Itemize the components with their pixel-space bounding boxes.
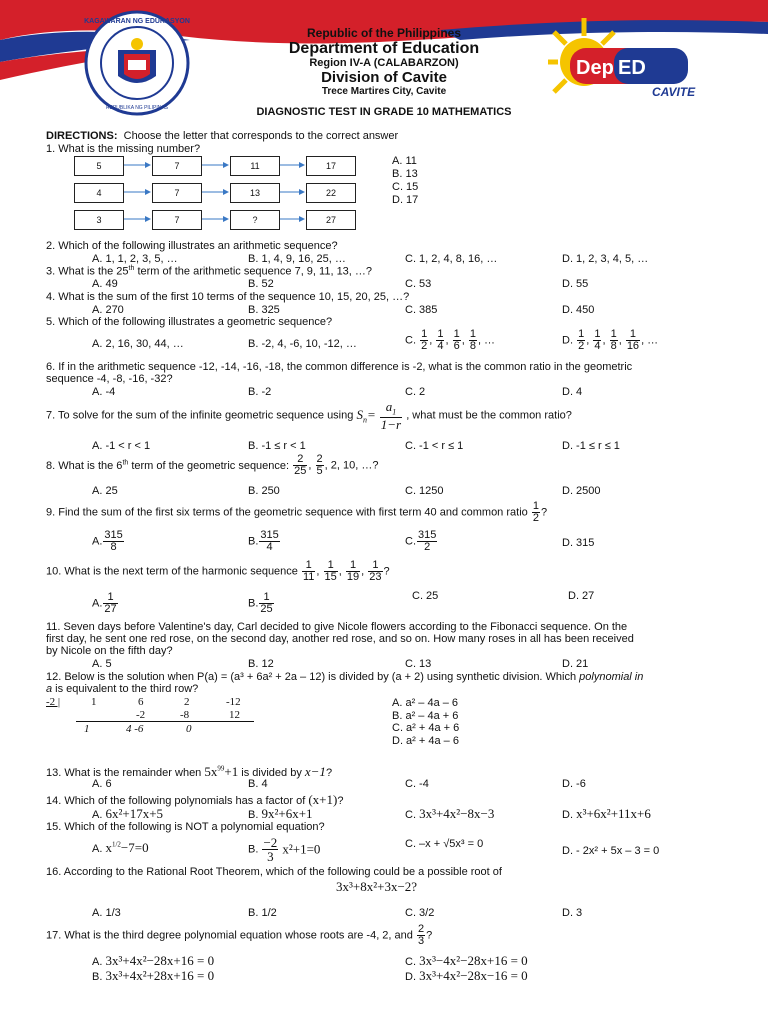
q12-line2: a is equivalent to the third row? xyxy=(46,683,199,695)
q11-choice-a[interactable]: A. 5 xyxy=(92,658,112,670)
q1-number-box: 7 xyxy=(152,156,202,176)
q8-choice-b[interactable]: B. 250 xyxy=(248,485,280,497)
seal-bottom-text: REPUBLIKA NG PILIPINAS xyxy=(106,105,168,111)
q14-choice-c[interactable]: C. 3x³+4x²−8x−3 xyxy=(405,806,495,821)
q2-text: 2. Which of the following illustrates an arithmetic sequence? xyxy=(46,240,338,252)
q7-choice-d[interactable]: D. -1 ≤ r ≤ 1 xyxy=(562,440,620,452)
q5-choice-c[interactable]: C. $\frac{1}{2}$ , $\frac{1}{4}$ , $\frac{1}{6}$ , $\frac{1}{8}$ , … xyxy=(405,328,496,352)
q1-text: 1. What is the missing number? xyxy=(46,143,201,155)
q3-text: 3. What is the 25th term of the arithmetic sequence 7, 9, 11, 13, …? xyxy=(46,265,373,278)
q11-line2: first day, he sent one red rose, on the second day, another red rose, and so on. How many roses in all has been received xyxy=(46,633,634,645)
q7-choice-a[interactable]: A. -1 < r < 1 xyxy=(92,440,151,452)
q4-text: 4. What is the sum of the first 10 terms of the sequence 10, 15, 20, 25, …? xyxy=(46,291,410,303)
q9-text: 9. Find the sum of the first six terms of the geometric sequence with first term 40 and common ratio $\frac{1}{2}$ ? xyxy=(46,500,548,524)
q1-number-box: 3 xyxy=(74,210,124,230)
q5-choice-d[interactable]: D. $\frac{1}{2}$ , $\frac{1}{4}$ , $\frac{1}{8}$ , $\frac{1}{16}$ , … xyxy=(562,328,659,352)
q1-number-box: 4 xyxy=(74,183,124,203)
q1-number-box: ? xyxy=(230,210,280,230)
q4-choice-a[interactable]: A. 270 xyxy=(92,304,124,316)
directions-label: DIRECTIONS: xyxy=(46,130,118,142)
q4-choice-c[interactable]: C. 385 xyxy=(405,304,438,316)
q3-choice-c[interactable]: C. 53 xyxy=(405,278,432,290)
q15-choice-d[interactable]: D. - 2x² + 5x – 3 = 0 xyxy=(562,845,660,857)
q2-choice-c[interactable]: C. 1, 2, 4, 8, 16, … xyxy=(405,253,498,265)
q1-choice-a[interactable]: A. 11 xyxy=(392,155,417,167)
q1-number-box: 5 xyxy=(74,156,124,176)
q17-text: 17. What is the third degree polynomial equation whose roots are -4, 2, and $\frac{2}{3}$ ? xyxy=(46,923,433,947)
q5-choice-a[interactable]: A. 2, 16, 30, 44, … xyxy=(92,338,184,350)
directions xyxy=(46,130,398,142)
q10-choice-a[interactable]: A. $\frac{1}{27}$ xyxy=(92,591,117,615)
q5-choice-b[interactable]: B. -2, 4, -6, 10, -12, … xyxy=(248,338,357,350)
q1-number-box: 11 xyxy=(230,156,280,176)
q15-choice-a[interactable]: A. $x^{1/2}-7=0$ xyxy=(92,840,149,855)
q1-number-box: 7 xyxy=(152,210,202,230)
q1-number-box: 27 xyxy=(306,210,356,230)
q17-choice-c[interactable]: C. 3x³−4x²−28x+16 = 0 xyxy=(405,953,528,968)
q9-choice-a[interactable]: A. $\frac{315}{8}$ xyxy=(92,529,123,553)
q13-text: 13. What is the remainder when $5x^{99}+1$ is divided by x−1? xyxy=(46,764,333,779)
q11-choice-c[interactable]: C. 13 xyxy=(405,658,432,670)
q9-choice-b[interactable]: B. $\frac{315}{4}$ xyxy=(248,529,279,553)
q16-choice-a[interactable]: A. 1/3 xyxy=(92,907,121,919)
q13-choice-c[interactable]: C. -4 xyxy=(405,778,429,790)
q11-line3: by Nicole on the fifth day? xyxy=(46,645,173,657)
q1-choice-c[interactable]: C. 15 xyxy=(392,181,419,193)
q12-choice-d[interactable]: D. a² + 4a – 6 xyxy=(392,735,459,747)
q11-choice-b[interactable]: B. 12 xyxy=(248,658,274,670)
region-text: Region IV-A (CALABARZON) xyxy=(309,57,459,69)
q8-text: 8. What is the 6th term of the geometric sequence: $\frac{2}{25}$ , $\frac{2}{5}$ , 2, 10, …? xyxy=(46,453,379,477)
q14-text: 14. Which of the following polynomials has a factor of (x+1)? xyxy=(46,792,344,807)
q7-text: 7. To solve for the sum of the infinite geometric sequence using $S_n=$ $\frac{a_1}{1-r}$ , what must be the common ratio? xyxy=(46,399,572,432)
q13-choice-a[interactable]: A. 6 xyxy=(92,778,112,790)
q4-choice-d[interactable]: D. 450 xyxy=(562,304,595,316)
q6-choice-c[interactable]: C. 2 xyxy=(405,386,426,398)
q10-choice-d[interactable]: D. 27 xyxy=(568,590,595,602)
q11-choice-d[interactable]: D. 21 xyxy=(562,658,589,670)
q2-choice-a[interactable]: A. 1, 1, 2, 3, 5, … xyxy=(92,253,178,265)
test-title: DIAGNOSTIC TEST IN GRADE 10 MATHEMATICS xyxy=(256,106,512,118)
q17-choice-a[interactable]: A. 3x³+4x²−28x+16 = 0 xyxy=(92,953,215,968)
division-text: Division of Cavite xyxy=(321,69,447,86)
q1-number-box: 22 xyxy=(306,183,356,203)
q7-choice-c[interactable]: C. -1 < r ≤ 1 xyxy=(405,440,464,452)
q10-text: 10. What is the next term of the harmonic sequence $\frac{1}{11}$ , $\frac{1}{15}$ , $\frac{1}{19}$ , $\frac{1}{23}$ ? xyxy=(46,559,390,583)
q1-number-box: 17 xyxy=(306,156,356,176)
q10-choice-b[interactable]: B. $\frac{1}{25}$ xyxy=(248,591,273,615)
q3-choice-d[interactable]: D. 55 xyxy=(562,278,589,290)
q6-text-line1: 6. If in the arithmetic sequence -12, -14, -16, -18, the common difference is -2, what is the common ratio in the geometric xyxy=(46,361,633,373)
department-title: Department of Education xyxy=(288,40,480,57)
logo-sub: CAVITE xyxy=(652,85,696,99)
q12-line1: 12. Below is the solution when P(a) = (a³ + 6a² + 2a – 12) is divided by (a + 2) using synthetic division. Which polynomial in xyxy=(46,671,644,683)
seal-text: KAGAWARAN NG EDUKASYON xyxy=(84,18,190,25)
q7-choice-b[interactable]: B. -1 ≤ r < 1 xyxy=(248,440,306,452)
q14-choice-b[interactable]: B. 9x²+6x+1 xyxy=(248,806,313,821)
q9-choice-d[interactable]: D. 315 xyxy=(562,537,595,549)
q16-choice-c[interactable]: C. 3/2 xyxy=(405,907,435,919)
q1-choice-b[interactable]: B. 13 xyxy=(392,168,418,180)
q15-text: 15. Which of the following is NOT a polynomial equation? xyxy=(46,821,325,833)
q1-number-box: 13 xyxy=(230,183,280,203)
logo-brand-a: Dep xyxy=(576,57,614,79)
q2-choice-d[interactable]: D. 1, 2, 3, 4, 5, … xyxy=(562,253,649,265)
q15-choice-c[interactable]: C. –x + √5x³ = 0 xyxy=(405,838,484,850)
q6-choice-a[interactable]: A. -4 xyxy=(92,386,116,398)
q16-choice-b[interactable]: B. 1/2 xyxy=(248,907,277,919)
q8-choice-c[interactable]: C. 1250 xyxy=(405,485,444,497)
q16-text: 16. According to the Rational Root Theorem, which of the following could be a possible root of xyxy=(46,866,502,878)
q16-choice-d[interactable]: D. 3 xyxy=(562,907,583,919)
q2-choice-b[interactable]: B. 1, 4, 9, 16, 25, … xyxy=(248,253,346,265)
logo-brand-b: ED xyxy=(618,57,646,79)
q12-choice-c[interactable]: C. a² + 4a + 6 xyxy=(392,722,460,734)
q4-choice-b[interactable]: B. 325 xyxy=(248,304,280,316)
q16-expression: 3x³+8x²+3x−2? xyxy=(336,879,418,894)
q15-choice-b[interactable]: B. $\frac{-2}{3}$ x²+1=0 xyxy=(248,835,321,864)
q3-choice-b[interactable]: B. 52 xyxy=(248,278,274,290)
q8-choice-a[interactable]: A. 25 xyxy=(92,485,118,497)
q1-number-box: 7 xyxy=(152,183,202,203)
q10-choice-c[interactable]: C. 25 xyxy=(412,590,439,602)
q11-line1: 11. Seven days before Valentine's day, Carl decided to give Nicole flowers according to the Fibonacci sequence. On the xyxy=(46,621,628,633)
city-text: Trece Martires City, Cavite xyxy=(321,86,447,97)
q12-choice-a[interactable]: A. a² – 4a – 6 xyxy=(392,697,459,709)
directions-text: Choose the letter that corresponds to the correct answer xyxy=(123,130,399,142)
q17-choice-d[interactable]: D. 3x³+4x²−28x−16 = 0 xyxy=(405,968,528,983)
q17-choice-b[interactable]: B. 3x³+4x²+28x+16 = 0 xyxy=(92,968,215,983)
republic-text: Republic of the Philippines xyxy=(306,26,461,40)
q3-choice-a[interactable]: A. 49 xyxy=(92,278,118,290)
q1-choice-d[interactable]: D. 17 xyxy=(392,194,419,206)
q13-choice-b[interactable]: B. 4 xyxy=(248,778,268,790)
q12-choice-b[interactable]: B. a² – 4a + 6 xyxy=(392,710,459,722)
q14-choice-d[interactable]: D. x³+6x²+11x+6 xyxy=(562,806,651,821)
q14-choice-a[interactable]: A. 6x²+17x+5 xyxy=(92,806,164,821)
q6-choice-d[interactable]: D. 4 xyxy=(562,386,583,398)
q5-text: 5. Which of the following illustrates a geometric sequence? xyxy=(46,316,333,328)
q6-text-line2: sequence -4, -8, -16, -32? xyxy=(46,373,173,385)
q8-choice-d[interactable]: D. 2500 xyxy=(562,485,601,497)
q9-choice-c[interactable]: C. $\frac{315}{2}$ xyxy=(405,529,437,553)
q6-choice-b[interactable]: B. -2 xyxy=(248,386,272,398)
q13-choice-d[interactable]: D. -6 xyxy=(562,778,586,790)
